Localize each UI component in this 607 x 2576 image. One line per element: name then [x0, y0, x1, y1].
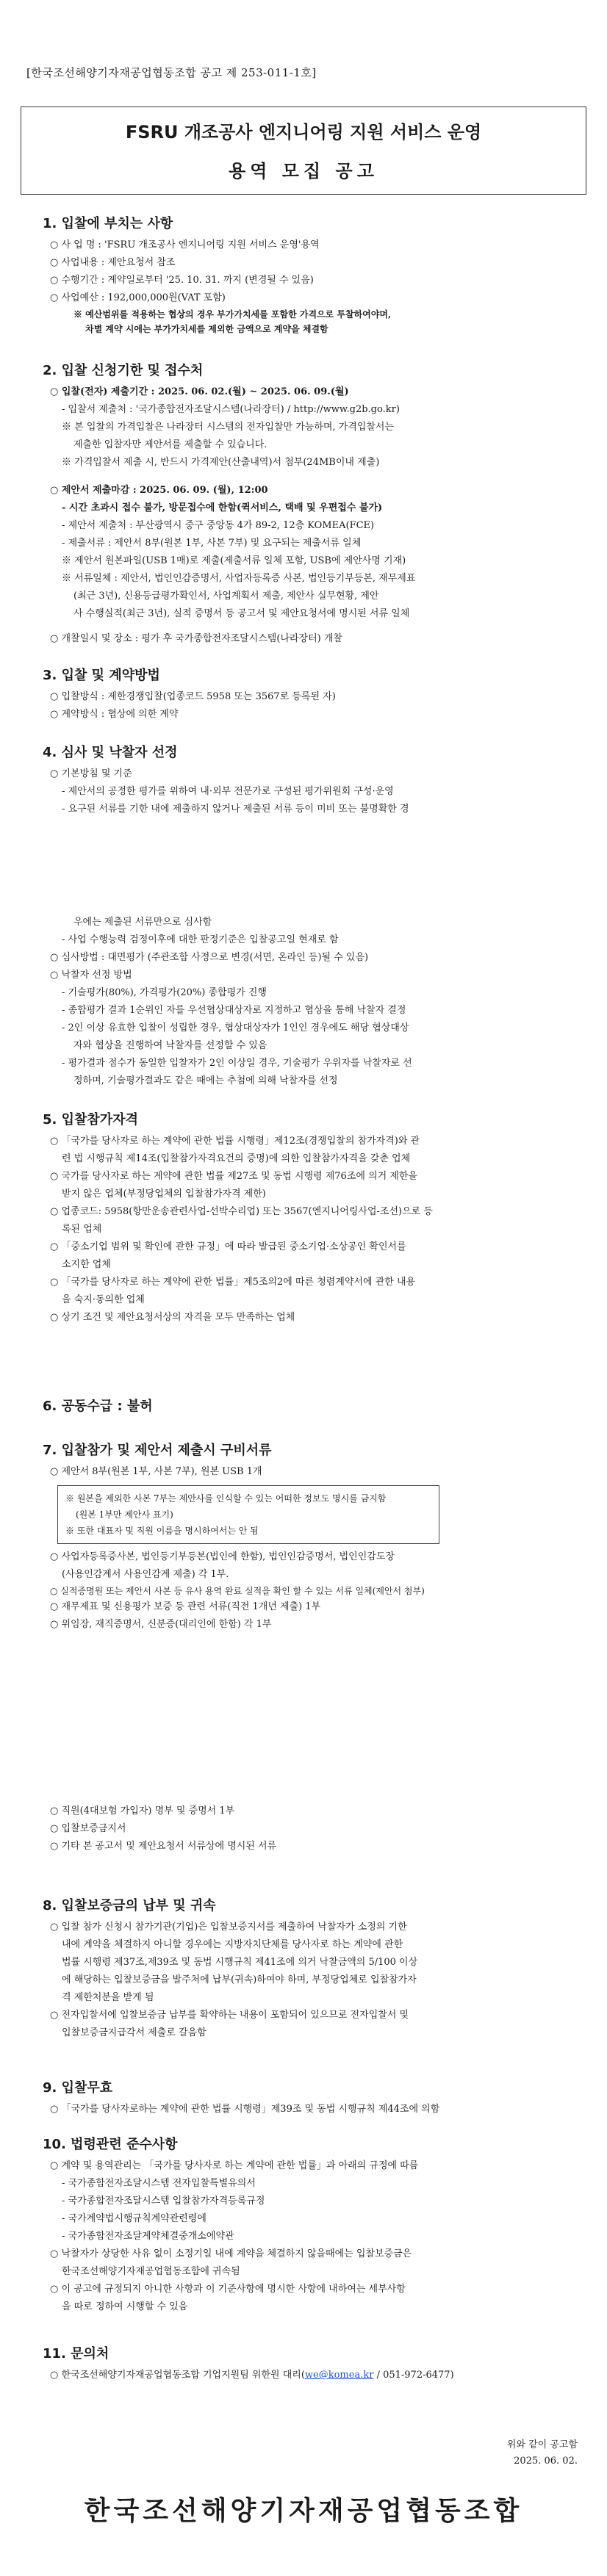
- footer-date-block: [507, 2437, 578, 2469]
- notice-title: FSRU 개조공사 엔지니어링 지원 서비스 운영: [125, 122, 482, 142]
- budget-note-2: 차별 계약 시에는 부가가치세를 제외한 금액으로 계약을 체결함: [85, 324, 328, 334]
- doc-item: ○ 실적증명원 또는 제안서 사본 등 유사 용역 완료 실적을 확인 할 수 있는 서류 일체(제안서 첨부): [50, 1586, 425, 1596]
- law-item-cont: 한국조선해양기자재공업협동조합에 귀속됨: [62, 2266, 240, 2277]
- contact-suffix: / 051-972-6477): [373, 2370, 454, 2381]
- qualification-item: ○ 「국가를 당사자로 하는 계약에 관한 법률 시행령」제12조(경쟁입찰의 참가자격)와 관: [50, 1136, 420, 1147]
- deposit-item-cont: 내에 계약을 체결하지 아니할 경우에는 지방자치단체를 당사자로 하는 계약에 관한: [62, 1939, 403, 1950]
- documents-list-3: 사 수행실적(최근 3년), 실적 증명서 등 공고서 및 제안요청서에 명시된 서류 일체: [73, 608, 410, 619]
- bid-note: ※ 본 입찰의 가격입찰은 나라장터 시스템의 전자입찰만 가능하며, 가격입찰서는: [62, 422, 395, 433]
- bid-submission-site: - 입찰서 제출처 : '국가종합전자조달시스템(나라장터) / http://www.g2b.go.kr): [62, 404, 400, 415]
- project-period: ○ 수행기간 : 계약일로부터 '25. 10. 31. 까지 (변경될 수 있음): [50, 275, 314, 286]
- qualification-item: ○ 국가를 당사자로 하는 계약에 관한 법률 제27조 및 동법 시행령 제76조에 의거 제한을: [50, 1171, 418, 1182]
- doc-item-cont: (사용인감계서 사용인감계 제출) 각 1부.: [62, 1569, 229, 1580]
- deposit-item-cont: 입찰보증금지급각서 제출로 갈음함: [62, 2027, 206, 2038]
- project-name: ○ 사 업 명 : 'FSRU 개조공사 엔지니어링 지원 서비스 운영'용역: [50, 239, 320, 250]
- proposal-documents: - 제출서류 : 제안서 8부(원본 1부, 사본 7부) 및 요구되는 제출서류 일체: [62, 538, 362, 549]
- organization-name: 한국조선해양기자재공업협동조합: [84, 2495, 523, 2526]
- law-item: ○ 계약 및 용역관리는 「국가를 당사자로 하는 계약에 관한 법률」과 아래의 규정에 따름: [50, 2160, 419, 2171]
- proposal-submission-site: - 제안서 제출처 : 부산광역시 중구 중앙동 4가 89-2, 12층 KOMEA(FCE): [62, 520, 375, 531]
- section-title: 5. 입찰참가자격: [43, 1112, 138, 1128]
- anonymity-note-3: ※ 또한 대표자 및 직원 이름을 명시하여서는 안 됨: [65, 1526, 259, 1536]
- law-item: ○ 낙찰자가 상당한 사유 없이 소정기일 내에 계약을 체결하지 않을때에는 입찰보증금은: [50, 2248, 412, 2259]
- section-8: [43, 1895, 586, 2042]
- qualification-item-cont: 받지 않은 업체(부정당업체의 입찰참가자격 제한): [62, 1188, 266, 1199]
- section-1: [43, 213, 586, 336]
- section-4: [43, 742, 586, 1090]
- section-10: [43, 2134, 586, 2316]
- section-title: 2. 입찰 신청기한 및 접수처: [43, 363, 204, 378]
- budget-note: ※ 예산범위를 적용하는 협상의 경우 부가가치세를 포함한 가격으로 투찰하여야며,: [73, 309, 392, 320]
- policy-item-cont: 우에는 제출된 서류만으로 심사함: [73, 917, 212, 928]
- deposit-item-cont: 격 제한처분을 받게 됨: [62, 1992, 154, 2003]
- section-title: 7. 입찰참가 및 제안서 제출시 구비서류: [43, 1443, 272, 1458]
- selection-item: - 종합평가 결과 1순위인 자를 우선협상대상자로 지정하고 협상을 통해 낙찰자 결정: [62, 1005, 406, 1016]
- doc-item: ○ 재무제표 및 신용평가 보증 등 관련 서류(직전 1개년 제출) 1부: [50, 1601, 321, 1612]
- doc-item: ○ 입찰보증금지서: [50, 1823, 126, 1834]
- qualification-item-cont: 록된 업체: [62, 1224, 102, 1235]
- section-7: [43, 1440, 586, 1855]
- law-subitem: - 국가종합전자조달계약체결중개소에약관: [62, 2231, 234, 2242]
- deposit-item: ○ 전자입찰서에 입찰보증금 납부를 확약하는 내용이 포함되어 있으므로 전자입찰서 및: [50, 2010, 409, 2021]
- law-subitem: - 국가계약법시행규칙계약관련령에: [62, 2213, 206, 2224]
- deposit-item-cont: 에 해당하는 입찰보증금을 발주처에 납부(귀속)하여야 하며, 부정당업체로 입찰참가자: [62, 1974, 417, 1985]
- project-budget: ○ 사업예산 : 192,000,000원(VAT 포함): [50, 292, 226, 303]
- invalid-bid-rule: ○ 「국가를 당사자로하는 계약에 관한 법률 시행령」제39조 및 동법 시행규칙 제44조에 의함: [50, 2104, 440, 2115]
- section-title: 3. 입찰 및 계약방법: [43, 668, 160, 683]
- contact-line: [43, 2367, 586, 2384]
- notice-subtitle: 용역 모집 공고: [229, 160, 378, 181]
- bid-method: ○ 입찰방식 : 제한경쟁입찰(업종코드 5958 또는 3567로 등록된 자): [50, 691, 336, 702]
- anonymity-note: ※ 원본을 제외한 사본 7부는 제안사를 인식할 수 있는 어떠한 정보도 명시를 금지함: [65, 1493, 387, 1504]
- proposal-deadline-note: - 시간 초과시 접수 불가, 방문접수에 한함(퀵서비스, 택배 및 우편접수 불가): [62, 502, 383, 513]
- section-title: 9. 입찰무효: [43, 2080, 113, 2096]
- section-title: 10. 법령관련 준수사항: [43, 2137, 178, 2152]
- section-11: [43, 2343, 586, 2384]
- project-content: ○ 사업내용 : 제안요청서 참조: [50, 257, 176, 268]
- anonymity-note-2: (원본 1부만 제안사 표기): [76, 1509, 173, 1520]
- review-method: ○ 심사방법 : 대면평가 (주관조합 사정으로 변경(서면, 온라인 등)될 수 있음): [50, 952, 369, 963]
- deposit-item-cont: 법률 시행령 제37조,제39조 및 동법 시행규칙 제41조에 의거 낙찰금액의 5/100 이상: [62, 1957, 418, 1968]
- anonymity-note-box: [57, 1485, 439, 1544]
- policy-item: - 사업 수행능력 검정이후에 대한 판정기준은 입찰공고일 현재로 함: [62, 934, 339, 945]
- footer-statement: 위와 같이 공고함: [506, 2439, 578, 2450]
- qualification-item: ○ 「국가를 당사자로 하는 계약에 관한 법률」제5조의2에 따른 청렴계약서에 관한 내용: [50, 1277, 416, 1288]
- qualification-item: ○ 「중소기업 범위 및 확인에 관한 규정」에 따라 발급된 중소기업·소상공인 확인서를: [50, 1241, 406, 1252]
- doc-item: ○ 제안서 8부(원본 1부, 사본 7부), 원본 USB 1개: [50, 1466, 262, 1477]
- selection-method: ○ 낙찰자 선정 방법: [50, 970, 132, 981]
- section-9: [43, 2077, 586, 2118]
- section-title: 11. 문의처: [43, 2346, 109, 2362]
- law-item: ○ 이 공고에 규정되지 아니한 사항과 이 기준사항에 명시한 사항에 내하여는 세부사항: [50, 2284, 406, 2295]
- selection-item: - 2인 이상 유효한 입찰이 성립한 경우, 협상대상자가 1인인 경우에도 해당 협상대상: [62, 1022, 409, 1033]
- footer-date: 2025. 06. 02.: [514, 2456, 578, 2467]
- section-6: [43, 1396, 586, 1419]
- documents-list: ※ 서류일체 : 제안서, 법인인감증명서, 사업자등록증 사본, 법인등기부등본, 재무제표: [62, 573, 416, 584]
- doc-item: ○ 위임장, 재직증명서, 신분증(대리인에 한함) 각 1부: [50, 1619, 272, 1630]
- contact-prefix: ○ 한국조선해양기자재공업협동조합 기업지원팀 위한원 대리(: [50, 2370, 305, 2381]
- basic-policy: ○ 기본방침 및 기준: [50, 768, 132, 779]
- law-subitem: - 국가종합전자조달시스템 입찰참가자격등록규정: [62, 2196, 265, 2207]
- selection-item-cont: 정하며, 기술평가결과도 같은 때에는 추첨에 의해 낙찰자를 선정: [73, 1075, 338, 1086]
- section-title: 4. 심사 및 낙찰자 선정: [43, 745, 178, 760]
- policy-item: - 요구된 서류를 기한 내에 제출하지 않거나 제출된 서류 등이 미비 또는 불명확한 경: [62, 804, 409, 815]
- contract-method: ○ 계약방식 : 협상에 의한 계약: [50, 709, 179, 720]
- doc-item: ○ 사업자등록증사본, 법인등기부등본(법인에 한함), 법인인감증명서, 법인인감도장: [50, 1551, 395, 1562]
- law-item-cont: 을 따로 정하여 시행할 수 있음: [62, 2301, 188, 2312]
- bid-note-2: 제출한 입찰자만 제안서를 제출할 수 있습니다.: [73, 439, 267, 450]
- title-box: [21, 107, 586, 195]
- qualification-item: ○ 상기 조건 및 제안요청서상의 자격을 모두 만족하는 업체: [50, 1312, 295, 1323]
- deposit-item: ○ 입찰 참가 신청시 참가기관(기업)은 입찰보증지서를 제출하여 낙찰자가 소정의 기한: [50, 1922, 407, 1933]
- qualification-item: ○ 업종코드: 5958(항만운송관련사업-선박수리업) 또는 3567(엔지니어링사업-조선)으로 등: [50, 1206, 433, 1217]
- doc-item: ○ 직원(4대보험 가입자) 명부 및 증명서 1부: [50, 1805, 235, 1816]
- policy-item: - 제안서의 공정한 평가를 위하여 내·외부 전문가로 구성된 평가위원회 구성·운영: [62, 786, 394, 797]
- selection-item: - 평가결과 점수가 동일한 입찰자가 2인 이상일 경우, 기술평가 우위자를 낙찰자로 선: [62, 1058, 412, 1069]
- doc-item: ○ 기타 본 공고서 및 제안요청서 서류상에 명시된 서류: [50, 1841, 277, 1852]
- section-title: 8. 입찰보증금의 납부 및 귀속: [43, 1898, 216, 1913]
- proposal-usb-note: ※ 제안서 원본파일(USB 1매)로 제출(제출서류 일체 포함, USB에 제안사명 기재): [62, 555, 406, 566]
- section-2: [43, 360, 586, 648]
- section-5: [43, 1109, 586, 1327]
- opening-info: ○ 개찰일시 및 장소 : 평가 후 국가종합전자조달시스템(나라장터) 개찰: [50, 633, 342, 644]
- bid-note-3: ※ 가격입찰서 제출 시, 반드시 가격제안(산출내역)서 첨부(24MB이내 제출): [62, 457, 380, 468]
- contact-email-link[interactable]: we@komea.kr: [304, 2370, 374, 2381]
- notice-number: [한국조선해양기자재공업협동조합 공고 제 253-011-1호]: [26, 66, 317, 79]
- section-title: 6. 공동수급 : 불허: [43, 1399, 153, 1414]
- bid-period: ○ 입찰(전자) 제출기간 : 2025. 06. 02.(월) ~ 2025. 06. 09.(월): [50, 386, 349, 397]
- section-title: 1. 입찰에 부치는 사항: [43, 216, 173, 231]
- section-3: [43, 665, 586, 724]
- qualification-item-cont: 을 숙지·동의한 업체: [62, 1294, 145, 1305]
- selection-item-cont: 자와 협상을 진행하여 낙찰자를 선정할 수 있음: [73, 1040, 267, 1051]
- qualification-item-cont: 소지한 업체: [62, 1259, 111, 1270]
- qualification-item-cont: 련 법 시행규칙 제14조(입찰참가자격요건의 증명)에 의한 입찰참가자격을 갖춘 업체: [62, 1153, 411, 1164]
- law-subitem: - 국가종합전자조달시스템 전자입찰특별유의서: [62, 2178, 256, 2189]
- selection-item: - 기술평가(80%), 가격평가(20%) 종합평가 진행: [62, 987, 267, 998]
- proposal-deadline: ○ 제안서 제출마감 : 2025. 06. 09. (월), 12:00: [50, 485, 268, 496]
- documents-list-2: (최근 3년), 신용등급평가확인서, 사업계획서 제출, 제안사 실무현황, 제안: [73, 591, 379, 602]
